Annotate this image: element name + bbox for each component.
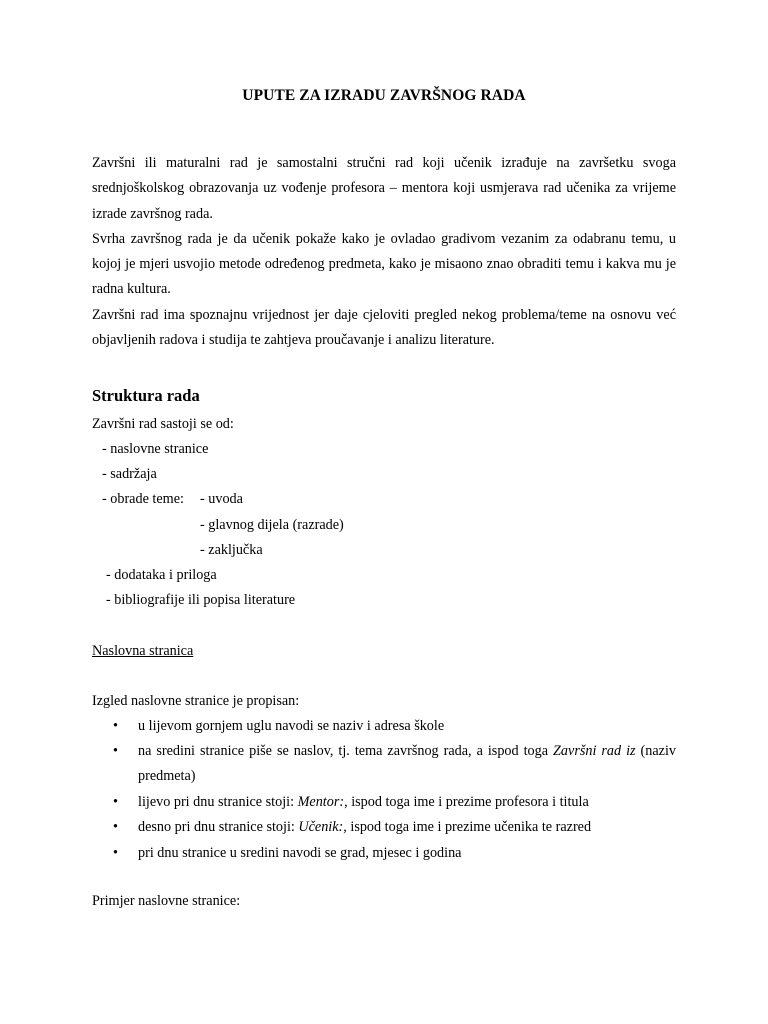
intro-paragraph-1: Završni ili maturalni rad je samostalni stručni rad koji učenik izrađuje na završetku svoga srednjoškolskog obrazovanja uz vođenje profesora – mentora koji usmjerava rad učenika za vrijeme izrade završnog rada. xyxy=(92,155,676,222)
bullet-icon: • xyxy=(113,794,118,810)
intro-paragraph-2: Svrha završnog rada je da učenik pokaže kako je ovladao gradivom vezanim za odabranu temu, u kojoj je mjeri usvojio metode određenog predmeta, kako je misaono znao obraditi temu i kakva mu je radna kultura. xyxy=(92,230,676,298)
structure-subitem-conclusion: - zaključka xyxy=(200,542,263,558)
intro-section xyxy=(92,151,676,353)
bullet-icon: • xyxy=(113,819,118,835)
bullet-icon: • xyxy=(113,845,118,861)
bullet-icon: • xyxy=(113,743,118,759)
structure-item-contents: - sadržaja xyxy=(102,466,157,482)
section-heading-structure: Struktura rada xyxy=(92,386,200,405)
structure-lead: Završni rad sastoji se od: xyxy=(92,416,234,432)
document-title: UPUTE ZA IZRADU ZAVRŠNOG RADA xyxy=(242,87,526,104)
list-item xyxy=(138,790,676,815)
list-item-text: (naziv predmeta) xyxy=(138,743,677,785)
title-page-lead: Izgled naslovne stranice je propisan: xyxy=(92,693,300,709)
structure-item-bibliography: - bibliografije ili popisa literature xyxy=(106,592,296,608)
list-item xyxy=(138,739,676,790)
structure-item-topic: - obrade teme: xyxy=(102,491,184,507)
list-item-text: lijevo pri dnu stranice stoji: xyxy=(138,794,298,810)
bullet-icon: • xyxy=(113,718,118,734)
structure-subitem-main: - glavnog dijela (razrade) xyxy=(200,517,344,533)
list-item: u lijevom gornjem uglu navodi se naziv i adresa škole xyxy=(138,718,445,734)
structure-subitem-intro: - uvoda xyxy=(200,491,243,507)
structure-item-appendices: - dodataka i priloga xyxy=(106,567,217,583)
list-item: pri dnu stranice u sredini navodi se grad, mjesec i godina xyxy=(138,845,462,861)
example-lead: Primjer naslovne stranice: xyxy=(92,893,241,909)
subheading-title-page: Naslovna stranica xyxy=(92,643,194,659)
list-item-emphasis: Učenik: xyxy=(298,819,344,835)
list-item xyxy=(138,815,676,840)
structure-item-title-page: - naslovne stranice xyxy=(102,441,209,457)
list-item-emphasis: Završni rad iz xyxy=(553,743,636,759)
list-item-text: , ispod toga ime i prezime učenika te razred xyxy=(343,819,592,835)
list-item-text: na sredini stranice piše se naslov, tj. tema završnog rada, a ispod toga xyxy=(138,743,554,759)
intro-paragraph-3: Završni rad ima spoznajnu vrijednost jer daje cjeloviti pregled nekog problema/teme na osnovu već objavljenih radova i studija te zahtjeva proučavanje i analizu literature. xyxy=(92,306,676,349)
list-item-text: desno pri dnu stranice stoji: xyxy=(138,819,299,835)
list-item-text: , ispod toga ime i prezime profesora i titula xyxy=(344,794,589,810)
list-item-emphasis: Mentor: xyxy=(297,794,345,810)
